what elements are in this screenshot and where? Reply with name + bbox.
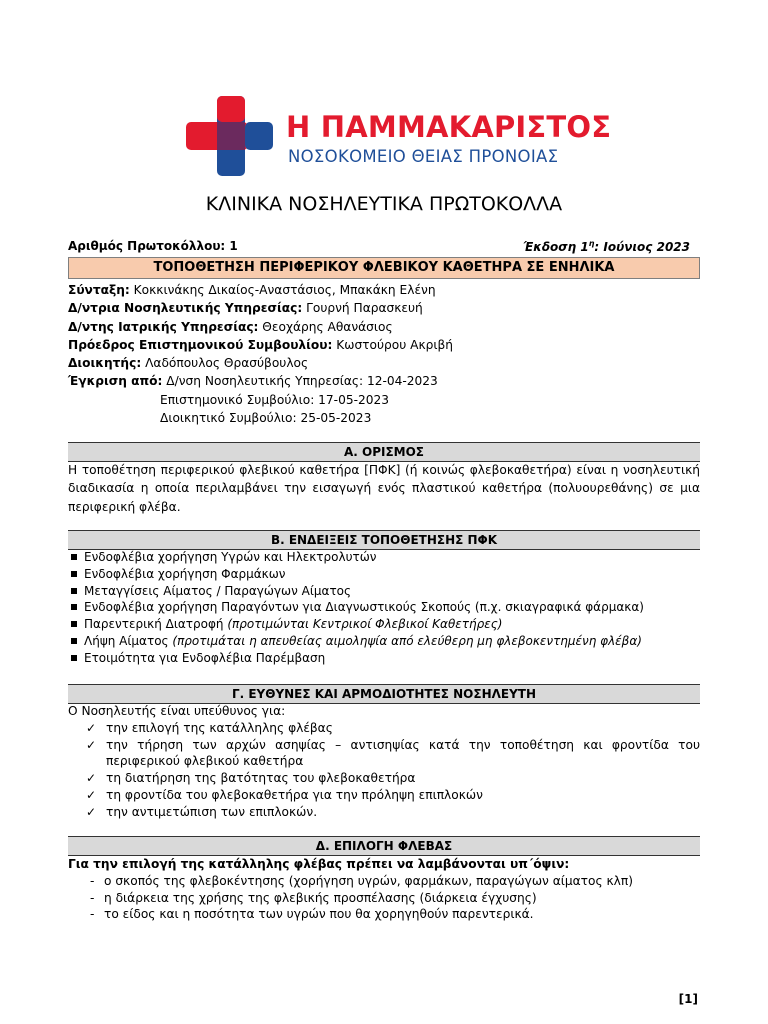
indication-item [68, 633, 700, 650]
edition-sup: η [588, 239, 595, 248]
checkmark-icon: ✓ [86, 771, 97, 786]
nursing-director-label: Δ/ντρια Νοσηλευτικής Υπηρεσίας: [68, 301, 303, 316]
square-bullet-icon [71, 571, 77, 577]
indication-text: Παρεντερική Διατροφή [84, 617, 228, 632]
section-d-header: Δ. ΕΠΙΛΟΓΗ ΦΛΕΒΑΣ [68, 836, 700, 856]
indication-item [68, 566, 700, 583]
hospital-name: Η ΠΑΜΜΑΚΑΡΙΣΤΟΣ [286, 110, 612, 144]
medical-director-label: Δ/ντης Ιατρικής Υπηρεσίας: [68, 319, 259, 334]
indication-text: Ενδοφλέβια χορήγηση Φαρμάκων [84, 566, 286, 581]
indication-text: Ετοιμότητα για Ενδοφλέβια Παρέμβαση [84, 650, 326, 665]
authors-line [68, 281, 700, 299]
vein-criterion-text: το είδος και η ποσότητα των υγρών που θα χορηγηθούν παρεντερικά. [104, 907, 534, 922]
indication-item [68, 549, 700, 566]
medical-director-value: Θεοχάρης Αθανάσιος [258, 319, 393, 334]
indication-text: Ενδοφλέβια χορήγηση Υγρών και Ηλεκτρολυτών [84, 550, 377, 564]
square-bullet-icon [71, 554, 77, 560]
section-a-text: Η τοποθέτηση περιφερικού φλεβικού καθετήρα [ΠΦΚ] (ή κοινώς φλεβοκαθετήρα) είναι η νοσηλευτική διαδικασία η οποία περιλαμβάνει την εισαγωγή ενός πλαστικού καθετήρα (πολυουρεθάνης) σε μια περιφερική φλέβα. [68, 463, 700, 514]
protocol-info [68, 281, 700, 427]
responsibility-text: την επιλογή της κατάλληλης φλέβας [106, 720, 333, 735]
checkmark-icon: ✓ [86, 804, 97, 819]
vein-criterion-text: η διάρκεια της χρήσης της φλεβικής προσπέλασης (διάρκεια έγχυσης) [104, 890, 537, 905]
square-bullet-icon [71, 655, 77, 661]
vein-criterion-text: ο σκοπός της φλεβοκέντησης (χορήγηση υγρών, φαρμάκων, παραγώγων αίματος κλπ) [104, 873, 633, 888]
section-a-header: Α. ΟΡΙΣΜΟΣ [68, 442, 700, 462]
responsibility-item [68, 787, 700, 804]
indication-item [68, 583, 700, 600]
indication-item [68, 616, 700, 633]
administrator-line [68, 354, 700, 372]
responsibility-item [68, 720, 700, 737]
responsibilities-intro: Ο Νοσηλευτής είναι υπεύθυνος για: [68, 704, 286, 718]
medical-cross-icon [186, 96, 274, 176]
dash-bullet-icon: - [90, 873, 95, 888]
document-title: ΚΛΙΝΙΚΑ ΝΟΣΗΛΕΥΤΙΚΑ ΠΡΩΤΟΚΟΛΛΑ [205, 193, 563, 215]
indication-note: (προτιμώνται Κεντρικοί Φλεβικοί Καθετήρες) [227, 617, 503, 632]
section-c-header: Γ. ΕΥΘΥΝΕΣ ΚΑΙ ΑΡΜΟΔΙΟΤΗΤΕΣ ΝΟΣΗΛΕΥΤΗ [68, 684, 700, 704]
indication-text: Μεταγγίσεις Αίματος / Παραγώγων Αίματος [84, 583, 352, 598]
protocol-number: Αριθμός Πρωτοκόλλου: 1 [68, 239, 238, 253]
scientific-president-label: Πρόεδρος Επιστημονικού Συμβουλίου: [68, 337, 333, 352]
responsibilities-list [68, 703, 700, 821]
hospital-logo [186, 96, 612, 176]
approval-administrative: Διοικητικό Συμβούλιο: 25-05-2023 [160, 411, 372, 426]
dash-bullet-icon: - [90, 890, 95, 905]
scientific-president-line [68, 336, 700, 354]
square-bullet-icon [71, 604, 77, 610]
nursing-director-line [68, 299, 700, 317]
indication-item [68, 599, 700, 616]
responsibility-text: τη φροντίδα του φλεβοκαθετήρα για την πρόληψη επιπλοκών [106, 787, 483, 802]
medical-director-line [68, 318, 700, 336]
page-number: [1] [678, 992, 698, 1006]
administrator-value: Λαδόπουλος Θρασύβουλος [141, 356, 309, 371]
vein-criterion-item [68, 873, 700, 890]
dash-bullet-icon: - [90, 907, 95, 922]
square-bullet-icon [71, 621, 77, 627]
indication-item [68, 650, 700, 667]
indication-text: Λήψη Αίματος [84, 633, 173, 648]
vein-selection-intro: Για την επιλογή της κατάλληλης φλέβας πρέπει να λαμβάνονται υπ΄όψιν: [68, 857, 570, 871]
approval-nursing: Δ/νση Νοσηλευτικής Υπηρεσίας: 12-04-2023 [162, 374, 438, 389]
section-b-header: Β. ΕΝΔΕΙΞΕΙΣ ΤΟΠΟΘΕΤΗΣΗΣ ΠΦΚ [68, 530, 700, 550]
edition-info [523, 239, 690, 254]
nursing-director-value: Γουρνή Παρασκευή [302, 301, 423, 316]
edition-prefix: Έκδοση 1 [523, 240, 589, 254]
authors-label: Σύνταξη: [68, 283, 130, 297]
vein-criterion-item [68, 906, 700, 923]
administrator-label: Διοικητής: [68, 356, 142, 371]
indications-list [68, 549, 700, 667]
checkmark-icon: ✓ [86, 720, 97, 735]
responsibility-item [68, 804, 700, 821]
hospital-subtitle: ΝΟΣΟΚΟΜΕΙΟ ΘΕΙΑΣ ΠΡΟΝΟΙΑΣ [288, 147, 559, 166]
responsibility-text: την αντιμετώπιση των επιπλοκών. [106, 804, 318, 819]
approval-label: Έγκριση από: [68, 374, 163, 389]
square-bullet-icon [71, 638, 77, 644]
responsibility-item [68, 737, 700, 771]
checkmark-icon: ✓ [86, 787, 97, 802]
approval-line [68, 372, 700, 390]
protocol-title-bar: ΤΟΠΟΘΕΤΗΣΗ ΠΕΡΙΦΕΡΙΚΟΥ ΦΛΕΒΙΚΟΥ ΚΑΘΕΤΗΡΑ ΣΕ ΕΝΗΛΙΚΑ [68, 257, 700, 279]
responsibility-text: την τήρηση των αρχών ασηψίας – αντισηψίας κατά την τοποθέτηση και φροντίδα του περιφερικού φλεβικού καθετήρα [106, 737, 700, 769]
protocol-meta-row [68, 239, 690, 256]
responsibility-text: τη διατήρηση της βατότητας του φλεβοκαθετήρα [106, 771, 416, 786]
square-bullet-icon [71, 588, 77, 594]
edition-suffix: : Ιούνιος 2023 [594, 240, 690, 254]
approval-scientific: Επιστημονικό Συμβούλιο: 17-05-2023 [160, 392, 389, 407]
scientific-president-value: Κωστούρου Ακριβή [332, 337, 454, 352]
authors-value: Κοκκινάκης Δικαίος-Αναστάσιος, Μπακάκη Ελένη [129, 283, 436, 297]
indication-text: Ενδοφλέβια χορήγηση Παραγόντων για Διαγνωστικούς Σκοπούς (π.χ. σκιαγραφικά φάρμακα) [84, 600, 644, 615]
checkmark-icon: ✓ [86, 737, 97, 752]
indication-note: (προτιμάται η απευθείας αιμοληψία από ελεύθερη μη φλεβοκεντημένη φλέβα) [172, 633, 642, 648]
vein-criterion-item [68, 890, 700, 907]
responsibility-item [68, 770, 700, 787]
vein-selection-list [68, 856, 700, 923]
